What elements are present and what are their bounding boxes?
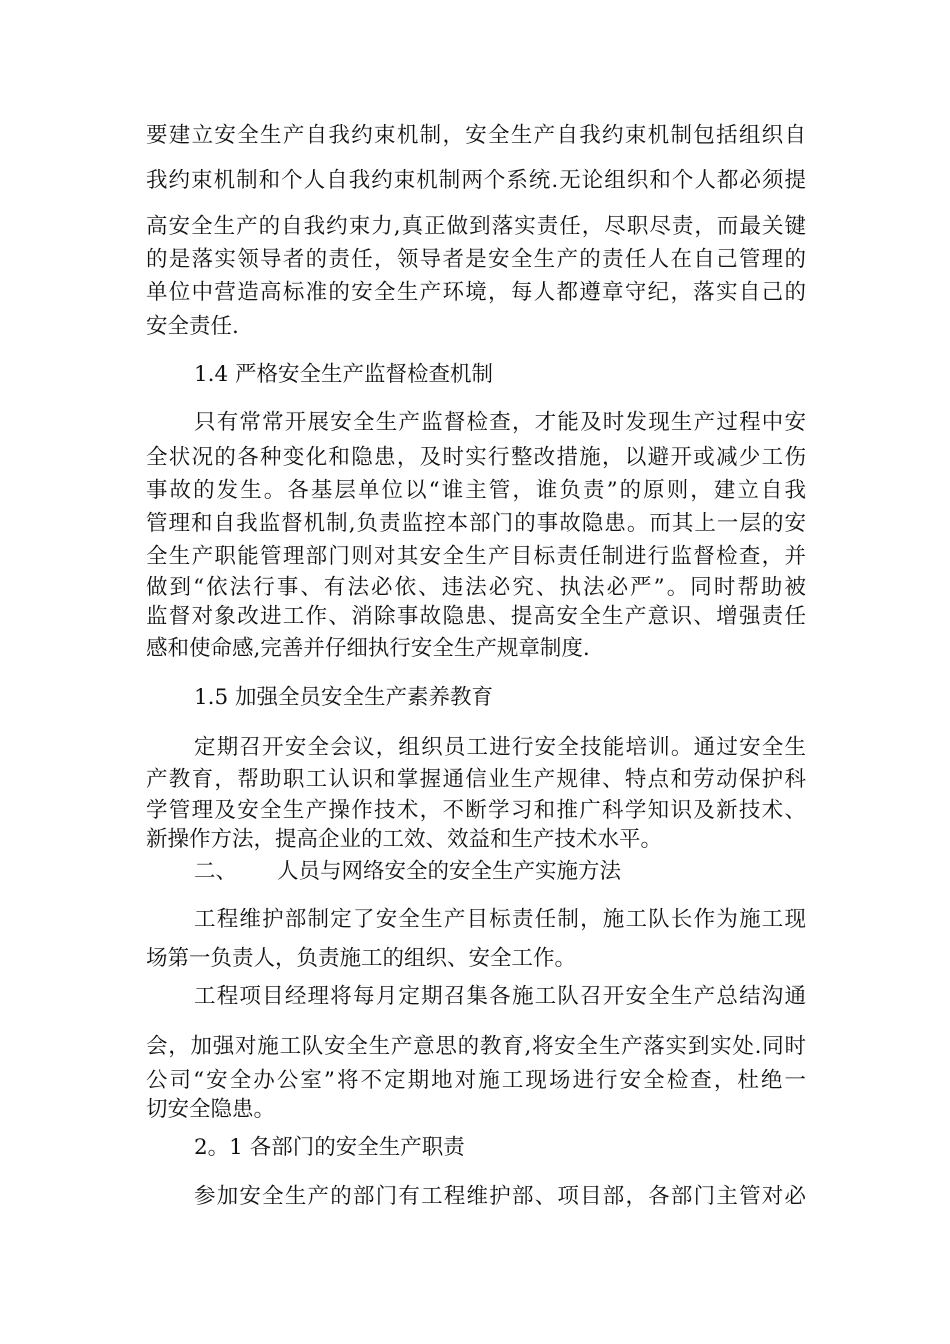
- text-line: 安全责任.: [146, 314, 239, 339]
- section-heading-1-5: 1.5 加强全员安全生产素养教育: [194, 685, 494, 710]
- text-line: 我约束机制和个人自我约束机制两个系统.无论组织和个人都必须提: [146, 168, 806, 193]
- section-number: 二、: [194, 859, 238, 884]
- text-line: 的是落实领导者的责任，领导者是安全生产的责任人在自己管理的: [146, 247, 806, 272]
- text-line: 单位中营造高标准的安全生产环境，每人都遵章守纪，落实自己的: [146, 280, 806, 305]
- text-line: 场第一负责人，负责施工的组织、安全工作。: [146, 946, 577, 971]
- text-line: 新操作方法，提高企业的工效、效益和生产技术水平。: [146, 827, 663, 852]
- text-line: 产教育，帮助职工认识和掌握通信业生产规律、特点和劳动保护科: [146, 767, 806, 792]
- section-title: 人员与网络安全的安全生产实施方法: [277, 859, 622, 884]
- text-line: 做到“依法行事、有法必依、违法必究、执法必严”。同时帮助被: [146, 575, 806, 600]
- text-line: 公司“安全办公室”将不定期地对施工现场进行安全检查，杜绝一: [146, 1068, 806, 1093]
- text-line: 管理和自我监督机制,负责监控本部门的事故隐患。而其上一层的安: [146, 511, 806, 536]
- text-line: 全生产职能管理部门则对其安全生产目标责任制进行监督检查，并: [146, 544, 806, 569]
- section-heading-2-1: 2。1 各部门的安全生产职责: [194, 1135, 465, 1160]
- text-line: 监督对象改进工作、消除事故隐患、提高安全生产意识、增强责任: [146, 604, 806, 629]
- text-line: 感和使命感,完善并仔细执行安全生产规章制度.: [146, 636, 590, 661]
- text-line: 定期召开安全会议，组织员工进行安全技能培训。通过安全生: [194, 735, 806, 760]
- text-line: 会，加强对施工队安全生产意思的教育,将安全生产落实到实处.同时: [146, 1034, 806, 1059]
- text-line: 只有常常开展安全生产监督检查，才能及时发现生产过程中安: [194, 410, 806, 435]
- section-heading-1-4: 1.4 严格安全生产监督检查机制: [194, 362, 494, 387]
- text-line: 工程维护部制定了安全生产目标责任制，施工队长作为施工现: [194, 907, 806, 932]
- text-line: 高安全生产的自我约束力,真正做到落实责任，尽职尽责，而最关键: [146, 214, 806, 239]
- text-line: 事故的发生。各基层单位以“谁主管，谁负责”的原则，建立自我: [146, 478, 806, 503]
- text-line: 全状况的各种变化和隐患，及时实行整改措施，以避开或减少工伤: [146, 445, 806, 470]
- text-line: 工程项目经理将每月定期召集各施工队召开安全生产总结沟通: [194, 984, 806, 1009]
- text-line: 要建立安全生产自我约束机制，安全生产自我约束机制包括组织自: [146, 123, 806, 148]
- text-line: 参加安全生产的部门有工程维护部、项目部，各部门主管对必: [194, 1184, 806, 1209]
- section-heading-2: [194, 858, 621, 886]
- text-line: 学管理及安全生产操作技术，不断学习和推广科学知识及新技术、: [146, 798, 806, 823]
- text-line: 切安全隐患。: [146, 1097, 276, 1122]
